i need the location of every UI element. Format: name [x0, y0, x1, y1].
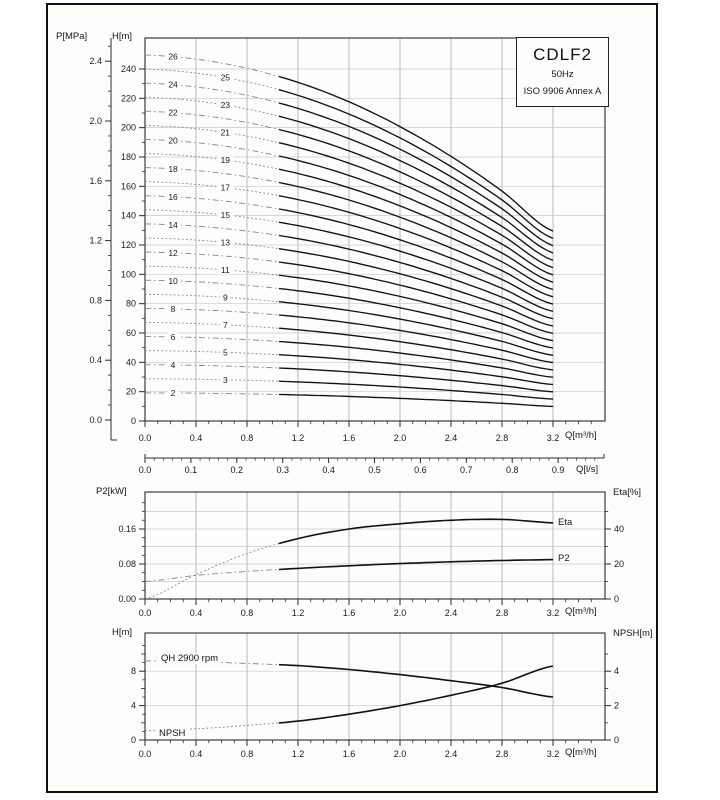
- tick-label: 1.6: [89, 175, 102, 186]
- p2-curve-label: P2: [558, 553, 570, 564]
- tick-label: 0.4: [189, 749, 203, 759]
- stage-curve-dashed: [145, 238, 279, 249]
- stage-label: 5: [222, 347, 228, 358]
- tick-label: 0.8: [505, 465, 519, 475]
- stage-label: 20: [168, 135, 178, 146]
- tick-label: 0.0: [89, 415, 102, 425]
- stage-curve-dashed: [145, 294, 279, 301]
- stage-curve: [279, 249, 553, 326]
- tick-label: 1.6: [342, 433, 356, 443]
- tick-label: 2.4: [444, 608, 458, 618]
- stage-label: 22: [168, 107, 178, 118]
- stage-curve: [279, 381, 553, 399]
- tick-label: 100: [120, 269, 136, 280]
- tick-label: 0.2: [230, 465, 244, 475]
- eta-curve-label: Eta: [558, 517, 573, 528]
- tick-label: 1.2: [291, 749, 305, 759]
- stage-curve-dashed: [145, 393, 279, 395]
- stage-label: 12: [168, 247, 178, 258]
- stage-curve: [279, 342, 553, 378]
- tick-label: 0.3: [276, 465, 289, 475]
- tick-label: 0.5: [368, 465, 381, 475]
- stage-curve-dashed: [145, 337, 279, 342]
- qh-npsh-chart: [131, 633, 619, 759]
- tick-label: 40: [125, 357, 136, 368]
- stage-label: 24: [168, 79, 178, 90]
- tick-label: 1.2: [89, 235, 102, 246]
- head-axis-unit: H[m]: [112, 31, 133, 42]
- series-curve: [279, 560, 553, 570]
- head-axis-unit-bottom: H[m]: [112, 627, 133, 638]
- tick-label: 140: [120, 210, 136, 221]
- stage-curve-dashed: [145, 365, 279, 368]
- tick-label: 2.8: [495, 608, 509, 618]
- stage-label: 17: [220, 182, 231, 193]
- stage-curve: [279, 328, 553, 370]
- stage-label: 15: [220, 209, 231, 220]
- stage-label: 2: [170, 387, 176, 398]
- tick-label: 1.6: [342, 749, 356, 759]
- npsh-curve-label: NPSH: [156, 728, 188, 739]
- series-curve-dashed: [145, 544, 279, 600]
- tick-label: 80: [125, 298, 136, 309]
- tick-label: 0.0: [138, 465, 152, 475]
- stage-curve-dashed: [145, 351, 279, 355]
- tick-label: 0.9: [551, 465, 565, 475]
- flow-m3h-unit-main: Q[m³/h]: [565, 430, 597, 441]
- title-box: [516, 37, 609, 107]
- stage-label: 8: [170, 303, 176, 314]
- tick-label: 2.4: [89, 56, 102, 67]
- tick-label: 0.00: [118, 594, 136, 604]
- npsh-axis-unit: NPSH[m]: [613, 628, 653, 639]
- tick-label: 0.4: [322, 465, 335, 475]
- tick-label: 2.0: [393, 608, 407, 618]
- stage-label: 4: [170, 359, 176, 370]
- tick-label: 240: [120, 63, 136, 74]
- tick-label: 0.4: [89, 355, 102, 366]
- stage-label: 10: [168, 275, 178, 286]
- tick-label: 0.0: [138, 608, 152, 618]
- stage-curve: [279, 130, 553, 261]
- pump-model: CDLF2: [533, 45, 592, 64]
- stage-curve-dashed: [145, 308, 279, 315]
- stage-label: 9: [222, 292, 228, 303]
- stage-label: 11: [220, 264, 230, 275]
- tick-label: 180: [120, 151, 136, 162]
- tick-label: 2.8: [495, 433, 509, 443]
- series-curve: [279, 665, 553, 697]
- stage-label: 13: [220, 237, 231, 248]
- tick-label: 60: [125, 327, 136, 338]
- flow-m3h-unit-bottom: Q[m³/h]: [565, 747, 597, 758]
- tick-label: 0.1: [184, 465, 198, 475]
- tick-label: 1.6: [342, 608, 356, 618]
- tick-label: 8: [130, 666, 136, 677]
- test-standard: ISO 9906 Annex A: [523, 86, 602, 97]
- tick-label: 3.2: [546, 749, 560, 759]
- tick-label: 0.8: [240, 608, 254, 618]
- tick-label: 40: [614, 524, 625, 534]
- stage-label: 19: [220, 154, 231, 165]
- flow-m3h-unit-mid: Q[m³/h]: [565, 606, 597, 617]
- frequency: 50Hz: [551, 69, 574, 80]
- flow-ls-unit: Q[l/s]: [576, 464, 599, 475]
- tick-label: 3.2: [546, 433, 560, 443]
- series-curve: [279, 519, 553, 543]
- stage-label: 25: [220, 72, 231, 83]
- stage-label: 6: [170, 331, 176, 342]
- eta-axis-unit: Eta[%]: [613, 487, 641, 498]
- tick-label: 160: [120, 181, 136, 192]
- power-axis-unit: P2[kW]: [96, 486, 127, 497]
- tick-label: 0.0: [138, 433, 152, 443]
- tick-label: 0: [614, 594, 620, 604]
- tick-label: 2.0: [393, 433, 407, 443]
- stage-label: 21: [220, 127, 231, 138]
- stage-label: 7: [222, 319, 228, 330]
- tick-label: 20: [125, 386, 136, 397]
- tick-label: 0.7: [460, 465, 473, 475]
- tick-label: 220: [120, 93, 136, 104]
- tick-label: 0.16: [118, 524, 136, 534]
- stage-curve: [279, 395, 553, 407]
- series-curve-dashed: [145, 570, 279, 582]
- tick-label: 0: [130, 416, 136, 426]
- stage-curve-dashed: [145, 319, 279, 330]
- tick-label: 120: [120, 239, 136, 250]
- stage-label: 18: [168, 163, 178, 174]
- tick-label: 20: [614, 559, 625, 569]
- tick-label: 1.2: [291, 608, 305, 618]
- stage-label: 23: [220, 99, 231, 110]
- qh-curve-label: QH 2900 rpm: [158, 653, 221, 664]
- pressure-axis-unit: P[MPa]: [56, 31, 88, 42]
- stage-label: 26: [168, 51, 178, 62]
- tick-label: 0.6: [414, 465, 427, 475]
- power-efficiency-chart: [118, 492, 624, 618]
- tick-label: 0.4: [189, 608, 203, 618]
- tick-label: 4: [130, 700, 136, 711]
- tick-label: 0.8: [240, 749, 254, 759]
- stage-curve-dashed: [145, 266, 279, 275]
- tick-label: 0.08: [118, 559, 136, 569]
- stage-label: 3: [222, 374, 228, 385]
- tick-label: 0.8: [240, 433, 254, 443]
- stage-label: 14: [168, 219, 178, 230]
- tick-label: 2.4: [444, 749, 458, 759]
- stage-label: 16: [168, 191, 178, 202]
- tick-label: 2: [614, 700, 620, 711]
- tick-label: 0.0: [138, 749, 152, 759]
- tick-label: 2.4: [444, 433, 458, 443]
- stage-curve-dashed: [145, 379, 279, 381]
- tick-label: 0: [130, 735, 136, 745]
- tick-label: 4: [614, 666, 620, 677]
- tick-label: 3.2: [546, 608, 560, 618]
- tick-label: 2.0: [89, 116, 102, 126]
- series-curve: [279, 666, 553, 723]
- tick-label: 0.8: [89, 295, 102, 306]
- tick-label: 1.2: [291, 433, 305, 443]
- tick-label: 2.0: [393, 749, 407, 759]
- tick-label: 200: [120, 122, 136, 133]
- tick-label: 0: [614, 735, 620, 745]
- tick-label: 2.8: [495, 749, 509, 759]
- tick-label: 0.4: [189, 433, 203, 443]
